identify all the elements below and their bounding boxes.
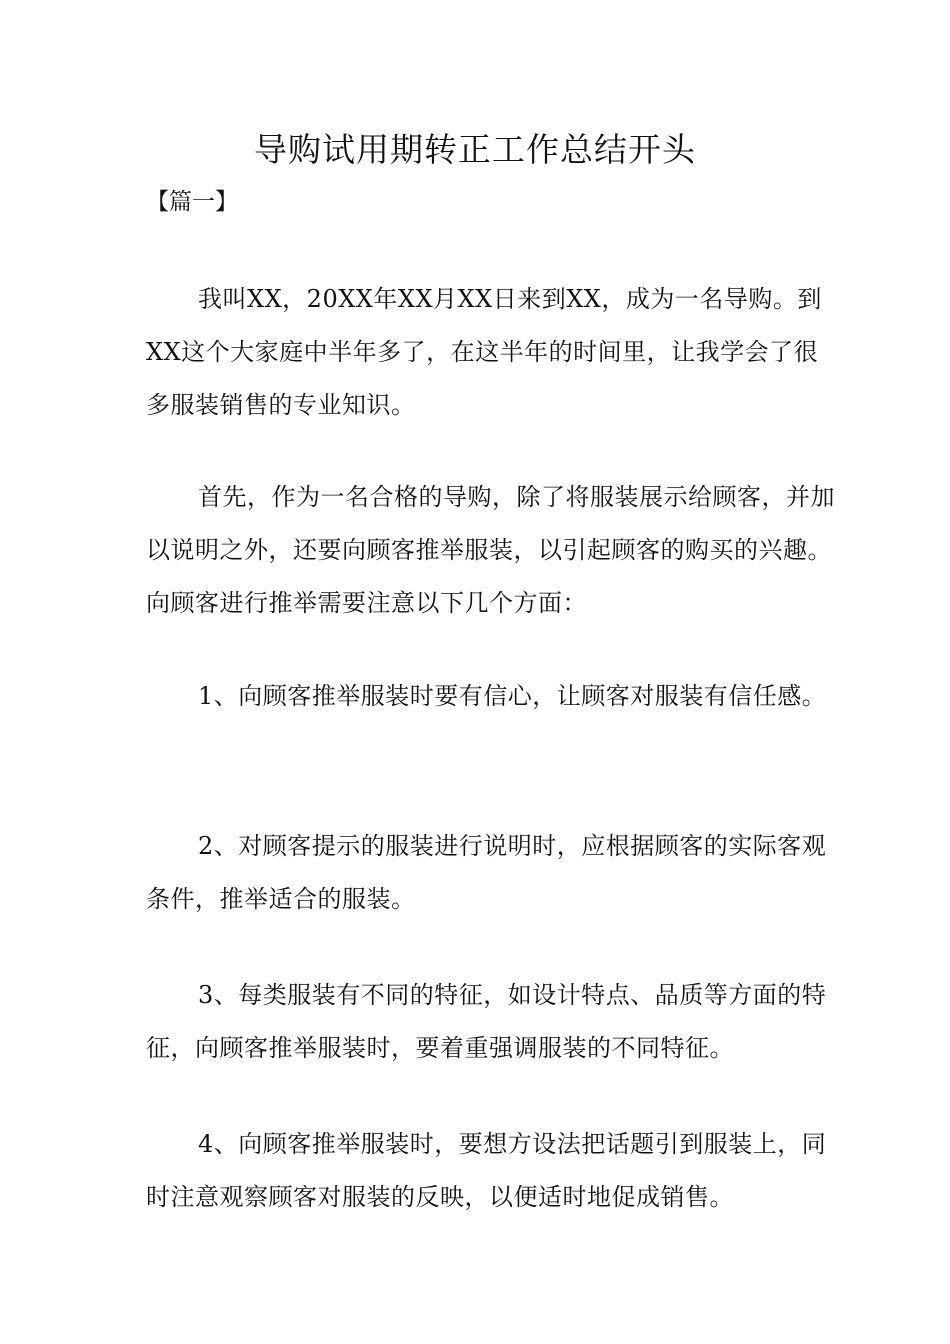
list-item-2: 2、对顾客提示的服装进行说明时，应根据顾客的实际客观条件，推举适合的服装。 <box>146 832 827 913</box>
section-label: 【篇一】 <box>146 189 238 215</box>
paragraph-first-point: 首先，作为一名合格的导购，除了将服装展示给顾客，并加以说明之外，还要向顾客推举服装，以引起顾客的购买的兴趣。向顾客进行推举需要注意以下几个方面： <box>146 483 835 617</box>
document-title: 导购试用期转正工作总结开头 <box>254 130 696 169</box>
paragraph-intro: 我叫XX，20XX年XX月XX日来到XX，成为一名导购。到XX这个大家庭中半年多了，在这半年的时间里，让我学会了很多服装销售的专业知识。 <box>146 285 822 419</box>
list-item-4: 4、向顾客推举服装时，要想方设法把话题引到服装上，同时注意观察顾客对服装的反映，以便适时地促成销售。 <box>146 1130 827 1211</box>
list-item-3: 3、每类服装有不同的特征，如设计特点、品质等方面的特征，向顾客推举服装时，要着重强调服装的不同特征。 <box>146 981 827 1062</box>
list-item-1: 1、向顾客推举服装时要有信心，让顾客对服装有信任感。 <box>198 682 827 710</box>
